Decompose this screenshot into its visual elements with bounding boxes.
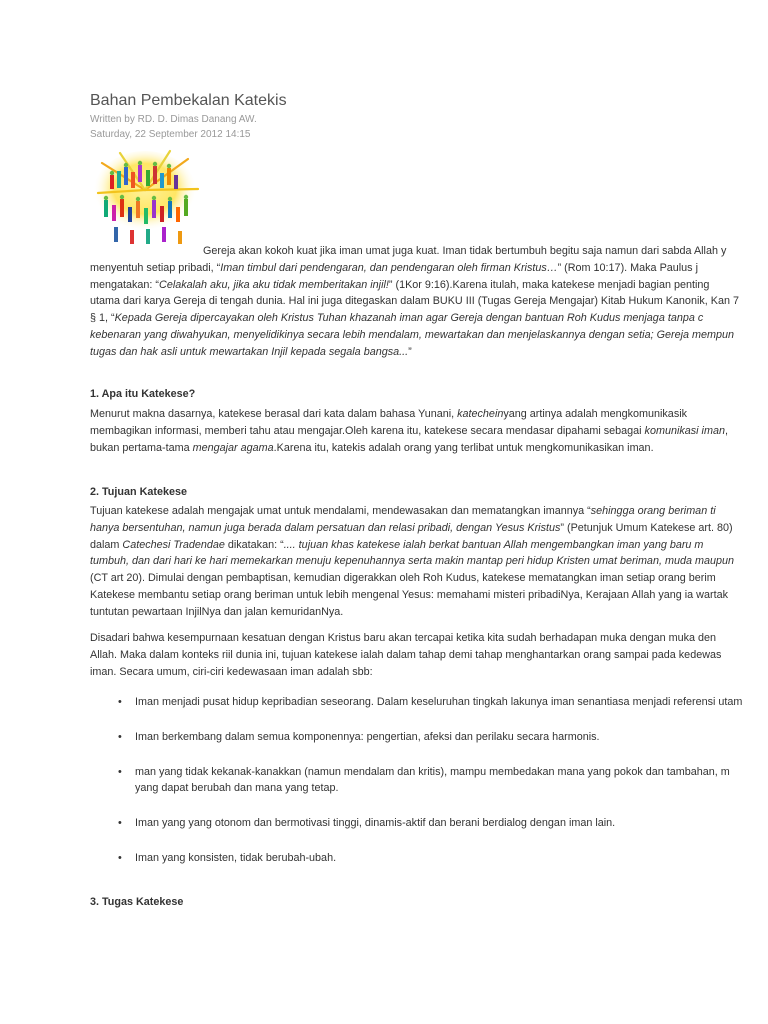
text-line [90, 604, 768, 621]
article-page [90, 0, 768, 1024]
list-item [90, 729, 768, 746]
text-line [90, 277, 768, 294]
text-run: dikatakan: “ [224, 538, 284, 551]
list-item-text: • man yang tidak kekanak-kanakkan (namun mendalam dan kritis), mampu membedakan mana yang pokok dan tambahan, m [135, 765, 730, 778]
emphasis-text: tugas dan hak asli untuk mewartakan Injil kepada segala bangsa... [90, 345, 409, 358]
text-run: menyentuh setiap pribadi, “ [90, 261, 221, 274]
text-run: Tujuan katekese adalah mengajak umat untuk mendalami, mendewasakan dan mematangkan imannya “ [90, 505, 591, 517]
text-line [90, 630, 768, 647]
section2-paragraph-b [90, 630, 768, 680]
list-item [90, 764, 768, 798]
text-line [90, 503, 768, 520]
article-author: Written by RD. D. Dimas Danang AW. [90, 114, 257, 125]
emphasis-text: tumbuh, dan dari hari ke hari memekarkan menuju kepenuhannya serta makin mantap peri hidup Kristen umat beriman, muda maupun [90, 555, 734, 568]
text-line [90, 570, 768, 587]
article-title: Bahan Pembekalan Katekis [90, 92, 287, 109]
list-item-text: • Iman berkembang dalam semua komponennya: pengertian, afeksi dan perilaku secara harmonis. [135, 730, 600, 743]
colorful-people-illustration [90, 145, 205, 255]
section-heading-1: 1. Apa itu Katekese? [90, 388, 196, 400]
intro-paragraph [90, 243, 768, 361]
text-run: § 1, “ [90, 312, 115, 325]
text-line [90, 553, 768, 570]
text-line [90, 537, 768, 554]
text-line [90, 327, 768, 344]
emphasis-text: .... tujuan khas katekese ialah berkat bantuan Allah mengembangkan iman yang baru m [283, 538, 704, 551]
text-run: Menurut makna dasarnya, katekese berasal dari kata dalam bahasa Yunani, [90, 408, 458, 420]
section2-paragraph [90, 503, 768, 621]
text-run: Allah. Maka dalam konteks riil dunia ini, tujuan katekese ialah dalam tahap demi tahap menghantarkan orang sampai pada kedewas [90, 648, 722, 661]
text-run: bukan pertama-tama [90, 441, 193, 454]
list-item [90, 694, 768, 711]
emphasis-text: Kepada Gereja dipercayakan oleh Kristus Tuhan khazanah iman agar Gereja dengan bantuan Roh Kudus menjaga tanpa c [114, 312, 704, 325]
emphasis-text: katechein [457, 408, 504, 420]
text-run: ” [408, 345, 412, 358]
text-run: iman. Secara umum, ciri-ciri kedewasaan iman adalah sbb: [90, 665, 373, 678]
section1-paragraph [90, 406, 768, 456]
text-line [90, 440, 768, 457]
list-item-text: • Iman yang konsisten, tidak berubah-ubah. [135, 851, 337, 864]
text-run: mengatakan: “ [90, 278, 160, 291]
text-run: ” (1Kor 9:16).Karena itulah, maka katekese menjadi bagian penting [388, 278, 710, 291]
text-run: .Karena itu, katekis adalah orang yang terlibat untuk mengkomunikasikan iman. [273, 441, 654, 454]
emphasis-text: hanya bersentuhan, namun juga berada dalam persatuan dan relasi pribadi, dengan Yesus Kristus [90, 521, 561, 534]
emphasis-text: Celakalah aku, jika aku tidak memberitakan injil! [159, 278, 389, 291]
article-date: Saturday, 22 September 2012 14:15 [90, 129, 251, 140]
list-item [90, 815, 768, 832]
text-run: Gereja akan kokoh kuat jika iman umat juga kuat. Iman tidak bertumbuh begitu saja namun dari sabda Allah y [203, 245, 727, 257]
text-run: Katekese membantu setiap orang beriman untuk lebih mengenal Yesus: memahami misteri pribadiNya, Kerajaan Allah yang ia wartak [90, 588, 728, 601]
text-run: Disadari bahwa kesempurnaan kesatuan dengan Kristus baru akan tercapai ketika kita sudah berhadapan muka dengan muka den [90, 632, 717, 644]
text-run: ” (Petunjuk Umum Katekese art. 80) [560, 521, 733, 534]
emphasis-text: mengajar agama [192, 441, 274, 454]
emphasis-text: Iman timbul dari pendengaran, dan pendengaran oleh firman Kristus… [220, 261, 558, 274]
emphasis-text: kebenaran yang diwahyukan, menyelidikinya secara lebih mendalam, mewartakan dan menjelaskannya dengan setia; Gereja mempun [90, 328, 734, 341]
list-item-text: yang dapat berubah dan mana yang tetap. [135, 782, 339, 795]
emphasis-text: komunikasi iman [644, 424, 725, 437]
text-run: utama dari karya Gereja di tengah dunia. Hal ini juga ditegaskan dalam BUKU III (Tugas Gereja Mengajar) Kitab Hukum Kanonik, Kan 7 [90, 295, 739, 308]
text-line [90, 310, 768, 327]
text-line [90, 520, 768, 537]
text-line [90, 423, 768, 440]
text-line [90, 664, 768, 681]
section-heading-2: 2. Tujuan Katekese [90, 486, 188, 498]
list-item-text: • Iman menjadi pusat hidup kepribadian seseorang. Dalam keseluruhan tingkah lakunya iman senantiasa menjadi referensi utam [135, 696, 743, 708]
maturity-list [90, 694, 768, 885]
text-line [90, 587, 768, 604]
text-run: , [724, 424, 728, 437]
text-line [90, 293, 768, 310]
emphasis-text: Catechesi Tradendae [122, 538, 225, 551]
text-line [90, 406, 768, 423]
text-line [90, 260, 768, 277]
text-run: yang artinya adalah mengkomunikasik [503, 408, 688, 420]
text-run: ” (Rom 10:17). Maka Paulus j [557, 261, 698, 274]
text-line [90, 647, 768, 664]
emphasis-text: sehingga orang beriman ti [590, 505, 716, 517]
text-run: tuntutan pewartaan InjilNya dan jalan kemuridanNya. [90, 605, 344, 618]
text-run: membagikan informasi, memberi tahu atau mengajar.Oleh karena itu, katekese secara mendasar dipahami sebagai [90, 424, 645, 437]
text-run: (CT art 20). Dimulai dengan pembaptisan, kemudian digerakkan oleh Roh Kudus, katekese mematangkan iman setiap orang berim [90, 572, 716, 585]
text-line [90, 344, 768, 361]
list-item [90, 850, 768, 867]
list-item-text: • Iman yang yang otonom dan bermotivasi tinggi, dinamis-aktif dan berani berdialog dengan iman lain. [135, 817, 616, 830]
text-run: dalam [90, 538, 123, 551]
section-heading-3: 3. Tugas Katekese [90, 896, 184, 908]
text-line [90, 243, 768, 260]
